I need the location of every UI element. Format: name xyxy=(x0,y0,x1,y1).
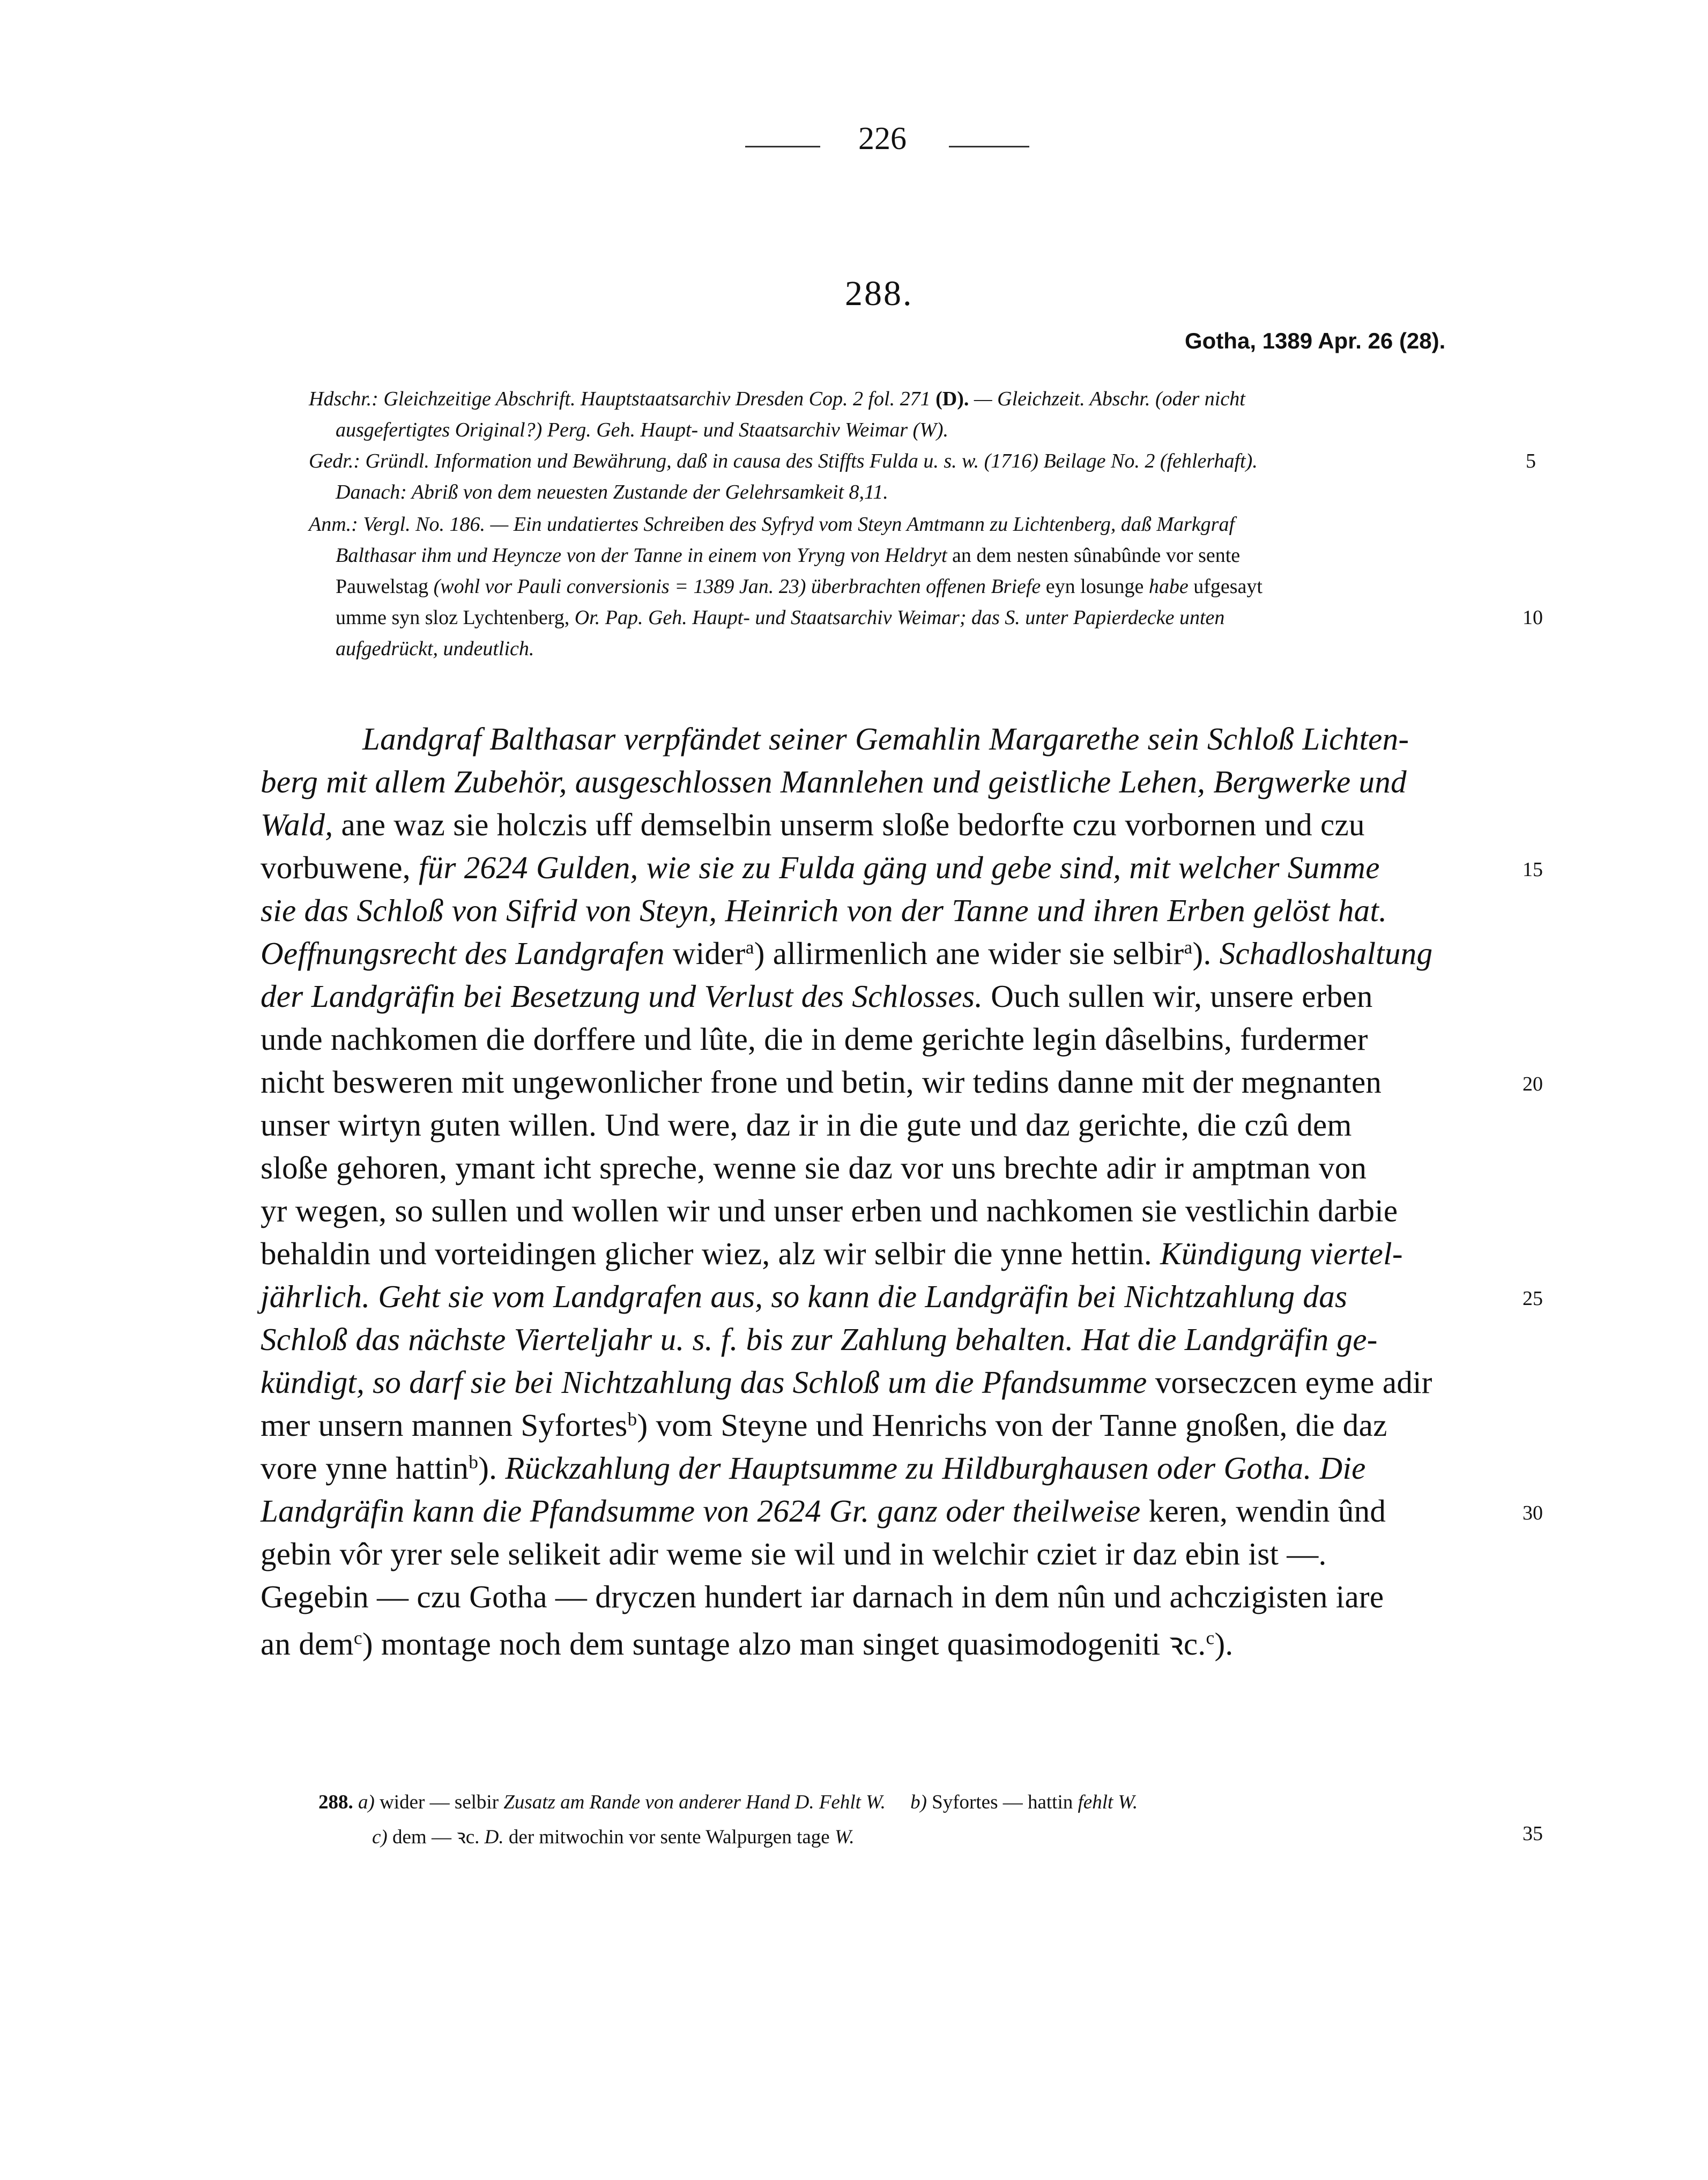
document-number: 288. xyxy=(845,274,914,313)
text-line: der Landgräfin bei Besetzung und Verlust des Schlosses. Ouch sullen wir, unsere erben xyxy=(261,978,1373,1014)
text-line: behaldin und vorteidingen glicher wiez, alz wir selbir die ynne hettin. Kündigung viertel- xyxy=(261,1236,1403,1271)
text-line: Wald, ane waz sie holczis uff demselbin unserm sloße bedorfte czu vorbornen und czu xyxy=(261,807,1365,842)
text-line: sloße gehoren, ymant icht spreche, wenne sie daz vor uns brechte adir ir amptman von xyxy=(261,1150,1367,1185)
header-rule-right xyxy=(949,146,1029,147)
footnote-line: c) dem — ꝛc. D. der mitwochin vor sente Walpurgen tage W. xyxy=(372,1826,855,1848)
apparatus-line: ausgefertigtes Original?) Perg. Geh. Haupt- und Staatsarchiv Weimar (W). xyxy=(336,419,949,441)
apparatus-line: Gedr.: Gründl. Information und Bewährung, daß in causa des Stiffts Fulda u. s. w. (1716) Beilage No. 2 (fehlerhaft). xyxy=(309,450,1258,472)
text-line: sie das Schloß von Sifrid von Steyn, Heinrich von der Tanne und ihren Erben gelöst hat. xyxy=(261,893,1387,928)
text-line: Oeffnungsrecht des Landgrafen wider$^a$) allirmenlich ane wider sie selbir$^a$). Schadloshaltung xyxy=(261,936,1433,971)
apparatus-line: Danach: Abriß von dem neuesten Zustande der Gelehrsamkeit 8,11. xyxy=(336,481,888,503)
line-number: 15 xyxy=(1523,858,1543,881)
line-number: 5 xyxy=(1526,450,1536,472)
text-line: Schloß das nächste Vierteljahr u. s. f. bis zur Zahlung behalten. Hat die Landgräfin ge- xyxy=(261,1322,1378,1357)
text-line: berg mit allem Zubehör, ausgeschlossen Mannlehen und geistliche Lehen, Bergwerke und xyxy=(261,764,1407,799)
apparatus-line: Hdschr.: Gleichzeitige Abschrift. Hauptstaatsarchiv Dresden Cop. 2 fol. 271 (D). — Gleichzeit. Abschr. (oder nicht xyxy=(309,388,1245,410)
footnote-line: 288. a) wider — selbir Zusatz am Rande von anderer Hand D. Fehlt W. b) Syfortes — hattin fehlt W. xyxy=(318,1791,1138,1813)
apparatus-line: Anm.: Vergl. No. 186. — Ein undatiertes Schreiben des Syfryd vom Steyn Amtmann zu Lichtenberg, daß Markgraf xyxy=(309,513,1235,536)
text-line: gebin vôr yrer sele selikeit adir weme sie wil und in welchir cziet ir daz ebin ist —. xyxy=(261,1536,1327,1571)
dateline: Gotha, 1389 Apr. 26 (28). xyxy=(1185,328,1446,353)
apparatus-line: Balthasar ihm und Heyncze von der Tanne in einem von Yryng von Heldryt an dem nesten sûnabûnde vor sente xyxy=(336,544,1241,567)
text-line: yr wegen, so sullen und wollen wir und unser erben und nachkomen sie vestlichin darbie xyxy=(261,1193,1398,1228)
text-line: unde nachkomen die dorffere und lûte, die in deme gerichte legin dâselbins, furdermer xyxy=(261,1021,1368,1057)
apparatus-line: aufgedrückt, undeutlich. xyxy=(336,637,534,660)
text-line: an dem$^c$) montage noch dem suntage alzo man singet quasimodogeniti ꝛc.$^c$). xyxy=(261,1626,1234,1662)
text-line: Landgräfin kann die Pfandsumme von 2624 Gr. ganz oder theilweise keren, wendin ûnd xyxy=(261,1493,1386,1529)
page-number: 226 xyxy=(858,121,907,156)
line-number: 20 xyxy=(1523,1073,1543,1095)
text-line: unser wirtyn guten willen. Und were, daz ir in die gute und daz gerichte, die czû dem xyxy=(261,1107,1352,1143)
text-line: vorbuwene, für 2624 Gulden, wie sie zu Fulda gäng und gebe sind, mit welcher Summe xyxy=(261,850,1380,885)
text-line: Landgraf Balthasar verpfändet seiner Gemahlin Margarethe sein Schloß Lichten- xyxy=(362,721,1409,757)
line-number: 35 xyxy=(1523,1822,1543,1845)
text-line: nicht besweren mit ungewonlicher frone und betin, wir tedins danne mit der megnanten xyxy=(261,1064,1382,1100)
header-rule-left xyxy=(745,146,820,147)
line-number: 10 xyxy=(1523,606,1543,629)
line-number: 30 xyxy=(1523,1502,1543,1524)
text-line: vore ynne hattin$^b$). Rückzahlung der Hauptsumme zu Hildburghausen oder Gotha. Die xyxy=(261,1450,1366,1486)
apparatus-line: umme syn sloz Lychtenberg, Or. Pap. Geh. Haupt- und Staatsarchiv Weimar; das S. unter Papierdecke unten xyxy=(336,606,1225,629)
line-number: 25 xyxy=(1523,1287,1543,1310)
apparatus-line: Pauwelstag (wohl vor Pauli conversionis = 1389 Jan. 23) überbrachten offenen Briefe eyn losunge habe ufgesayt xyxy=(336,575,1263,598)
text-line: mer unsern mannen Syfortes$^b$) vom Steyne und Henrichs von der Tanne gnoßen, die daz xyxy=(261,1407,1387,1443)
text-line: Gegebin — czu Gotha — dryczen hundert iar darnach in dem nûn und achczigisten iare xyxy=(261,1579,1384,1614)
text-line: kündigt, so darf sie bei Nichtzahlung das Schloß um die Pfandsumme vorseczcen eyme adir xyxy=(261,1365,1432,1400)
text-line: jährlich. Geht sie vom Landgrafen aus, so kann die Landgräfin bei Nichtzahlung das xyxy=(261,1279,1348,1314)
